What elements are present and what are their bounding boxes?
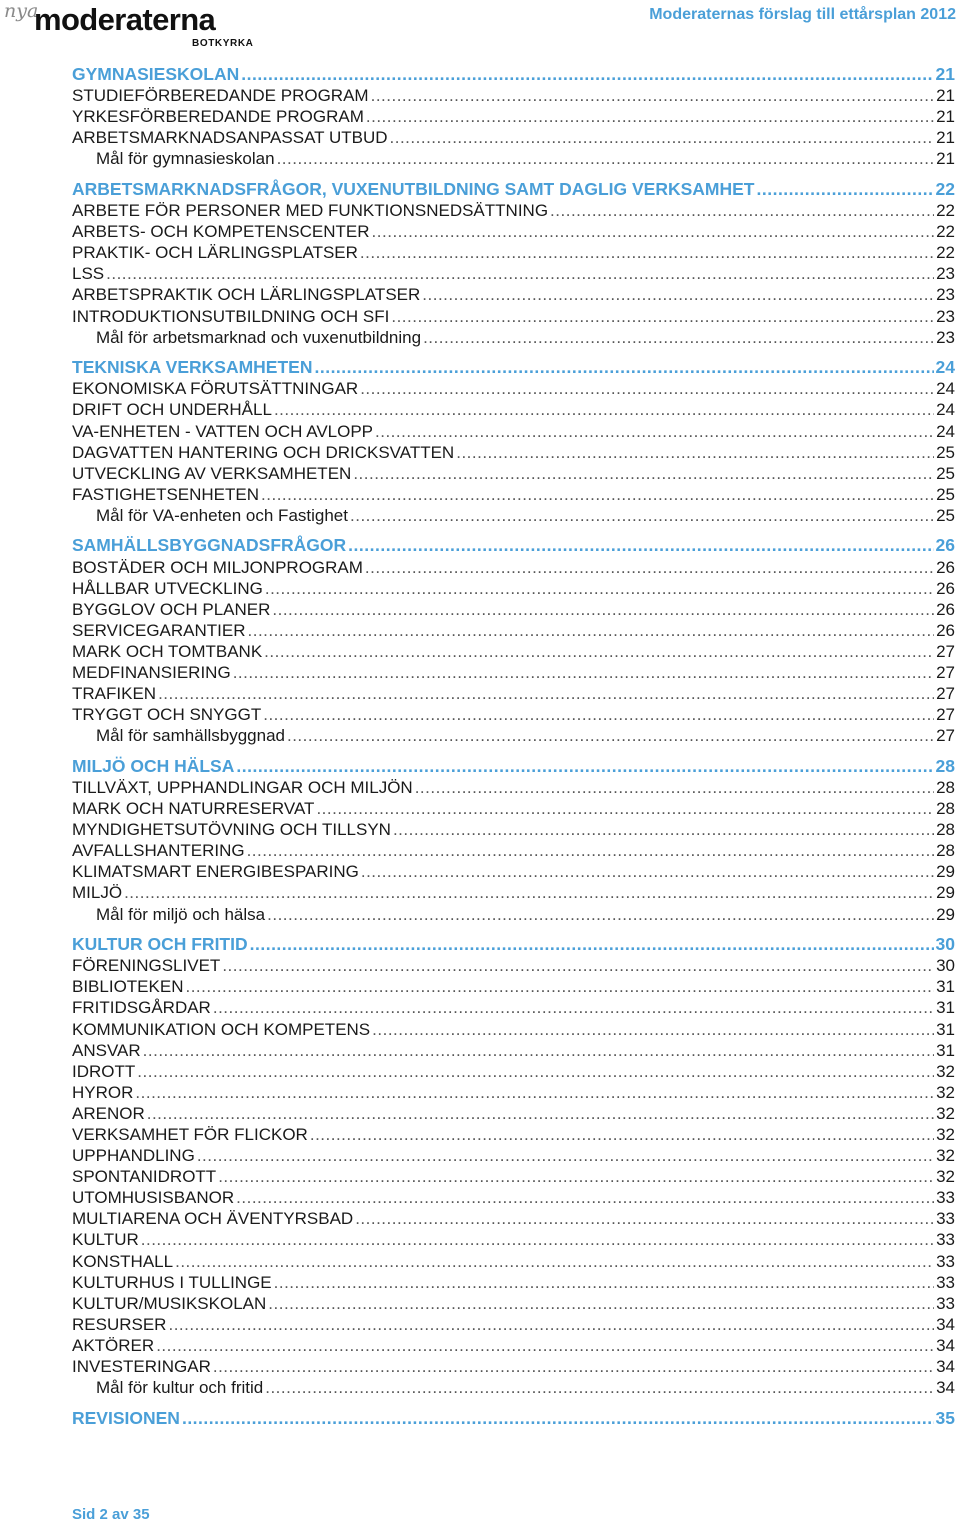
toc-entry-label: GYMNASIESKOLAN [72, 64, 240, 84]
toc-entry[interactable] [72, 263, 955, 284]
toc-entry-label: AKTÖRER [72, 1335, 155, 1355]
toc-entry-page: 22 [936, 222, 955, 242]
toc-entry-page: 24 [936, 379, 955, 399]
dot-leader [213, 1356, 934, 1377]
toc-entry[interactable] [72, 1019, 955, 1040]
toc-entry[interactable] [72, 1272, 955, 1293]
toc-entry-label: DRIFT OCH UNDERHÅLL [72, 400, 272, 420]
toc-entry[interactable] [72, 861, 955, 882]
dot-leader [310, 1124, 934, 1145]
dot-leader [393, 819, 934, 840]
dot-leader [106, 263, 934, 284]
toc-entry[interactable] [72, 1187, 955, 1208]
toc-entry-page: 23 [936, 327, 955, 347]
toc-entry-label: HYROR [72, 1082, 134, 1102]
toc-entry-label: DAGVATTEN HANTERING OCH DRICKSVATTEN [72, 442, 455, 462]
toc-entry[interactable] [72, 1251, 955, 1272]
toc-entry-page: 24 [936, 400, 955, 420]
toc-entry[interactable] [72, 85, 955, 106]
toc-section-entry[interactable] [72, 1408, 955, 1429]
dot-leader [135, 1082, 934, 1103]
toc-entry-label: UPPHANDLING [72, 1146, 195, 1166]
toc-entry-page: 28 [936, 841, 955, 861]
toc-entry-label: SPONTANIDROTT [72, 1167, 217, 1187]
toc-entry[interactable] [72, 955, 955, 976]
dot-leader [360, 378, 934, 399]
toc-entry-page: 21 [935, 64, 955, 84]
toc-section-entry[interactable] [72, 64, 955, 85]
dot-leader [423, 327, 934, 348]
dot-leader [222, 955, 934, 976]
toc-entry-label: MEDFINANSIERING [72, 663, 231, 683]
dot-leader [277, 148, 935, 169]
toc-entry[interactable] [72, 641, 955, 662]
dot-leader [267, 904, 934, 925]
toc-entry-page: 21 [936, 107, 955, 127]
toc-entry-label: VA-ENHETEN - VATTEN OCH AVLOPP [72, 421, 374, 441]
toc-entry-page: 21 [936, 86, 955, 106]
toc-entry-page: 29 [936, 883, 955, 903]
toc-entry-label: UTOMHUSISBANOR [72, 1188, 235, 1208]
dot-leader [263, 704, 934, 725]
toc-entry-page: 28 [935, 755, 955, 776]
toc-entry-page: 33 [936, 1188, 955, 1208]
toc-entry[interactable] [72, 378, 955, 399]
dot-leader [274, 399, 934, 420]
toc-entry-label: Mål för arbetsmarknad och vuxenutbildning [96, 327, 422, 347]
toc-entry[interactable] [72, 1314, 955, 1335]
toc-entry-page: 27 [936, 684, 955, 704]
toc-entry-label: HÅLLBAR UTVECKLING [72, 578, 263, 598]
toc-entry[interactable] [72, 904, 955, 925]
toc-entry-label: KULTUR/MUSIKSKOLAN [72, 1293, 267, 1313]
toc-entry-page: 28 [936, 778, 955, 797]
party-logo [4, 0, 264, 56]
toc-entry-label: FRITIDSGÅRDAR [72, 998, 211, 1018]
dot-leader [360, 242, 934, 263]
toc-entry-page: 21 [936, 149, 955, 169]
toc-entry[interactable] [72, 221, 955, 242]
toc-entry-page: 23 [936, 306, 955, 326]
toc-entry[interactable] [72, 599, 955, 620]
dot-leader [366, 106, 934, 127]
dot-leader [371, 85, 934, 106]
toc-entry-label: KONSTHALL [72, 1251, 174, 1271]
toc-entry-label: ANSVAR [72, 1040, 141, 1060]
toc-entry-page: 34 [936, 1335, 955, 1355]
dot-leader [415, 777, 934, 798]
dot-leader [274, 1272, 934, 1293]
toc-entry-label: KULTUR [72, 1230, 139, 1250]
dot-leader [268, 1293, 934, 1314]
toc-entry-label: MILJÖ [72, 883, 123, 903]
dot-leader [550, 200, 934, 221]
toc-entry-label: KULTURHUS I TULLINGE [72, 1272, 272, 1292]
toc-entry-page: 25 [936, 484, 955, 504]
dot-leader [390, 127, 935, 148]
toc-entry-page: 33 [936, 1293, 955, 1313]
toc-entry-page: 23 [936, 264, 955, 284]
toc-entry-label: FÖRENINGSLIVET [72, 956, 221, 976]
dot-leader [156, 1335, 934, 1356]
dot-leader [137, 1061, 934, 1082]
toc-entry-page: 26 [936, 557, 955, 577]
toc-entry-page: 23 [936, 285, 955, 305]
toc-entry-page: 25 [936, 505, 955, 525]
dot-leader [456, 442, 934, 463]
toc-entry-label: BYGGLOV OCH PLANER [72, 599, 271, 619]
toc-entry[interactable] [72, 777, 955, 798]
toc-entry-page: 31 [936, 1040, 955, 1060]
toc-entry[interactable] [72, 1293, 955, 1314]
toc-entry[interactable] [72, 1229, 955, 1250]
toc-entry-page: 27 [936, 705, 955, 725]
toc-entry[interactable] [72, 484, 955, 505]
toc-entry-page: 32 [936, 1125, 955, 1144]
toc-entry-label: Mål för samhällsbyggnad [96, 726, 285, 746]
toc-entry[interactable] [72, 997, 955, 1018]
toc-entry-label: UTVECKLING AV VERKSAMHETEN [72, 463, 352, 483]
dot-leader [168, 1314, 934, 1335]
toc-entry-label: SERVICEGARANTIER [72, 620, 246, 640]
toc-entry[interactable] [72, 399, 955, 420]
toc-entry-label: IDROTT [72, 1061, 136, 1081]
toc-entry-page: 24 [936, 421, 955, 441]
toc-entry-page: 24 [935, 357, 955, 378]
dot-leader [175, 1251, 934, 1272]
toc-entry[interactable] [72, 819, 955, 840]
toc-entry-label: PRAKTIK- OCH LÄRLINGSPLATSER [72, 243, 358, 263]
dot-leader [365, 557, 934, 578]
toc-entry-label: REVISIONEN [72, 1407, 180, 1428]
dot-leader [757, 179, 934, 200]
dot-leader [314, 357, 933, 378]
toc-entry[interactable] [72, 1208, 955, 1229]
toc-entry-page: 32 [936, 1082, 955, 1102]
toc-entry-label: ARBETSMARKNADSFRÅGOR, VUXENUTBILDNING SAMT DAGLIG VERKSAMHET [72, 178, 755, 199]
dot-leader [316, 798, 934, 819]
toc-section-entry[interactable] [72, 357, 955, 378]
toc-entry-page: 22 [936, 243, 955, 263]
toc-entry-label: Mål för VA-enheten och Fastighet [96, 505, 348, 525]
toc-entry[interactable] [72, 200, 955, 221]
toc-entry-label: TRYGGT OCH SNYGGT [72, 705, 262, 725]
toc-entry[interactable] [72, 882, 955, 903]
dot-leader [250, 934, 934, 955]
toc-entry[interactable] [72, 1124, 955, 1145]
toc-entry[interactable] [72, 798, 955, 819]
toc-entry[interactable] [72, 1061, 955, 1082]
toc-entry[interactable] [72, 557, 955, 578]
dot-leader [182, 1408, 934, 1429]
toc-entry[interactable] [72, 578, 955, 599]
toc-entry[interactable] [72, 327, 955, 348]
toc-entry-label: Mål för kultur och fritid [96, 1378, 264, 1398]
toc-entry-label: ARBETS- OCH KOMPETENSCENTER [72, 222, 370, 242]
toc-entry[interactable] [72, 976, 955, 997]
toc-entry-page: 30 [936, 956, 955, 976]
dot-leader [422, 284, 934, 305]
dot-leader [272, 599, 934, 620]
toc-entry-label: MARK OCH NATURRESERVAT [72, 799, 315, 819]
dot-leader [213, 997, 934, 1018]
toc-entry[interactable] [72, 463, 955, 484]
dot-leader [361, 861, 934, 882]
dot-leader [264, 641, 934, 662]
toc-entry-page: 21 [936, 128, 955, 148]
toc-entry-label: LSS [72, 264, 105, 284]
document-title: Moderaternas förslag till ettårsplan 2012 [649, 6, 956, 23]
toc-entry-page: 29 [936, 862, 955, 882]
dot-leader [233, 662, 934, 683]
toc-section-entry[interactable] [72, 535, 955, 556]
toc-entry[interactable] [72, 1335, 955, 1356]
toc-entry-label: MILJÖ OCH HÄLSA [72, 755, 235, 776]
logo-subtitle: BOTKYRKA [192, 38, 254, 49]
toc-entry-page: 33 [936, 1230, 955, 1250]
toc-entry[interactable] [72, 106, 955, 127]
toc-entry-label: RESURSER [72, 1314, 167, 1334]
toc-entry-page: 34 [936, 1314, 955, 1334]
logo-prefix: nya [4, 0, 39, 22]
dot-leader [147, 1103, 934, 1124]
toc-entry-page: 27 [936, 726, 955, 746]
toc-entry-label: INTRODUKTIONSUTBILDNING OCH SFI [72, 306, 390, 326]
toc-entry-label: MULTIARENA OCH ÄVENTYRSBAD [72, 1209, 354, 1229]
toc-entry-page: 28 [936, 799, 955, 819]
toc-entry-page: 26 [936, 620, 955, 640]
toc-entry[interactable] [72, 242, 955, 263]
toc-entry-label: Mål för gymnasieskolan [96, 149, 275, 169]
toc-entry-label: FASTIGHETSENHETEN [72, 484, 260, 504]
toc-entry-page: 31 [936, 998, 955, 1018]
toc-entry-label: ARBETSMARKNADSANPASSAT UTBUD [72, 128, 388, 148]
toc-entry[interactable] [72, 1040, 955, 1061]
toc-entry-page: 33 [936, 1209, 955, 1229]
dot-leader [391, 306, 934, 327]
toc-entry-label: BOSTÄDER OCH MILJONPROGRAM [72, 557, 363, 577]
toc-entry-page: 32 [936, 1146, 955, 1166]
toc-entry-page: 26 [936, 599, 955, 619]
toc-entry-page: 27 [936, 663, 955, 683]
table-of-contents [72, 64, 955, 1429]
toc-entry[interactable] [72, 662, 955, 683]
dot-leader [375, 421, 934, 442]
toc-entry[interactable] [72, 725, 955, 746]
toc-section-entry[interactable] [72, 934, 955, 955]
dot-leader [141, 1229, 934, 1250]
toc-entry-label: YRKESFÖRBEREDANDE PROGRAM [72, 107, 364, 127]
dot-leader [241, 64, 933, 85]
toc-entry[interactable] [72, 421, 955, 442]
toc-entry-label: Mål för miljö och hälsa [96, 904, 266, 924]
dot-leader [265, 1377, 934, 1398]
toc-entry-page: 30 [935, 934, 955, 955]
toc-entry-page: 33 [936, 1251, 955, 1271]
toc-entry-page: 27 [936, 641, 955, 661]
toc-entry[interactable] [72, 704, 955, 725]
toc-entry-page: 25 [936, 442, 955, 462]
toc-entry-label: VERKSAMHET FÖR FLICKOR [72, 1125, 308, 1144]
dot-leader [287, 725, 934, 746]
dot-leader [185, 976, 934, 997]
toc-entry-page: 22 [935, 178, 955, 199]
dot-leader [218, 1166, 934, 1187]
toc-entry-label: BIBLIOTEKEN [72, 977, 184, 997]
toc-entry-page: 32 [936, 1103, 955, 1123]
dot-leader [265, 578, 934, 599]
toc-entry-label: ARENOR [72, 1103, 145, 1123]
toc-entry[interactable] [72, 1103, 955, 1124]
toc-entry[interactable] [72, 1377, 955, 1398]
toc-entry-label: TEKNISKA VERKSAMHETEN [72, 357, 313, 378]
toc-entry-label: MYNDIGHETSUTÖVNING OCH TILLSYN [72, 820, 391, 840]
toc-entry[interactable] [72, 1356, 955, 1377]
dot-leader [348, 535, 933, 556]
toc-entry-label: TRAFIKEN [72, 684, 157, 704]
toc-entry[interactable] [72, 284, 955, 305]
toc-entry-label: ARBETE FÖR PERSONER MED FUNKTIONSNEDSÄTTNING [72, 201, 549, 221]
dot-leader [197, 1145, 934, 1166]
toc-entry-label: ARBETSPRAKTIK OCH LÄRLINGSPLATSER [72, 285, 421, 305]
toc-entry[interactable] [72, 1082, 955, 1103]
toc-entry-label: STUDIEFÖRBEREDANDE PROGRAM [72, 86, 369, 106]
dot-leader [261, 484, 934, 505]
toc-entry-page: 31 [936, 977, 955, 997]
dot-leader [236, 756, 933, 777]
dot-leader [350, 505, 934, 526]
dot-leader [372, 1019, 934, 1040]
toc-entry-label: EKONOMISKA FÖRUTSÄTTNINGAR [72, 379, 359, 399]
toc-section-entry[interactable] [72, 179, 955, 200]
toc-entry-page: 28 [936, 820, 955, 840]
toc-entry-label: MARK OCH TOMTBANK [72, 641, 263, 661]
dot-leader [124, 882, 934, 903]
toc-entry[interactable] [72, 620, 955, 641]
toc-entry-page: 34 [936, 1357, 955, 1377]
toc-entry[interactable] [72, 1145, 955, 1166]
toc-entry-page: 34 [936, 1378, 955, 1398]
dot-leader [353, 463, 934, 484]
toc-entry-page: 33 [936, 1272, 955, 1292]
dot-leader [143, 1040, 934, 1061]
dot-leader [372, 221, 935, 242]
toc-entry[interactable] [72, 127, 955, 148]
toc-entry[interactable] [72, 148, 955, 169]
toc-entry-label: SAMHÄLLSBYGGNADSFRÅGOR [72, 535, 347, 556]
dot-leader [236, 1187, 934, 1208]
toc-entry[interactable] [72, 306, 955, 327]
toc-entry[interactable] [72, 683, 955, 704]
toc-entry-page: 32 [936, 1061, 955, 1081]
toc-entry-page: 26 [936, 578, 955, 598]
dot-leader [247, 840, 935, 861]
toc-entry[interactable] [72, 1166, 955, 1187]
toc-entry-page: 25 [936, 463, 955, 483]
toc-entry-page: 22 [936, 201, 955, 221]
dot-leader [355, 1208, 934, 1229]
toc-entry[interactable] [72, 840, 955, 861]
toc-entry-label: KULTUR OCH FRITID [72, 934, 248, 955]
toc-entry-page: 26 [935, 535, 955, 556]
page-number: Sid 2 av 35 [72, 1506, 150, 1523]
dot-leader [248, 620, 935, 641]
toc-entry[interactable] [72, 505, 955, 526]
toc-entry-page: 31 [936, 1019, 955, 1039]
toc-entry-label: KLIMATSMART ENERGIBESPARING [72, 862, 359, 882]
toc-entry-page: 29 [936, 904, 955, 924]
toc-section-entry[interactable] [72, 756, 955, 777]
toc-entry-page: 35 [935, 1407, 955, 1428]
toc-entry-label: TILLVÄXT, UPPHANDLINGAR OCH MILJÖN [72, 778, 413, 797]
toc-entry-label: INVESTERINGAR [72, 1357, 211, 1377]
toc-entry[interactable] [72, 442, 955, 463]
toc-entry-page: 32 [936, 1167, 955, 1187]
toc-entry-label: AVFALLSHANTERING [72, 841, 245, 861]
toc-entry-label: KOMMUNIKATION OCH KOMPETENS [72, 1019, 371, 1039]
logo-name: moderaterna [34, 2, 216, 37]
dot-leader [158, 683, 934, 704]
